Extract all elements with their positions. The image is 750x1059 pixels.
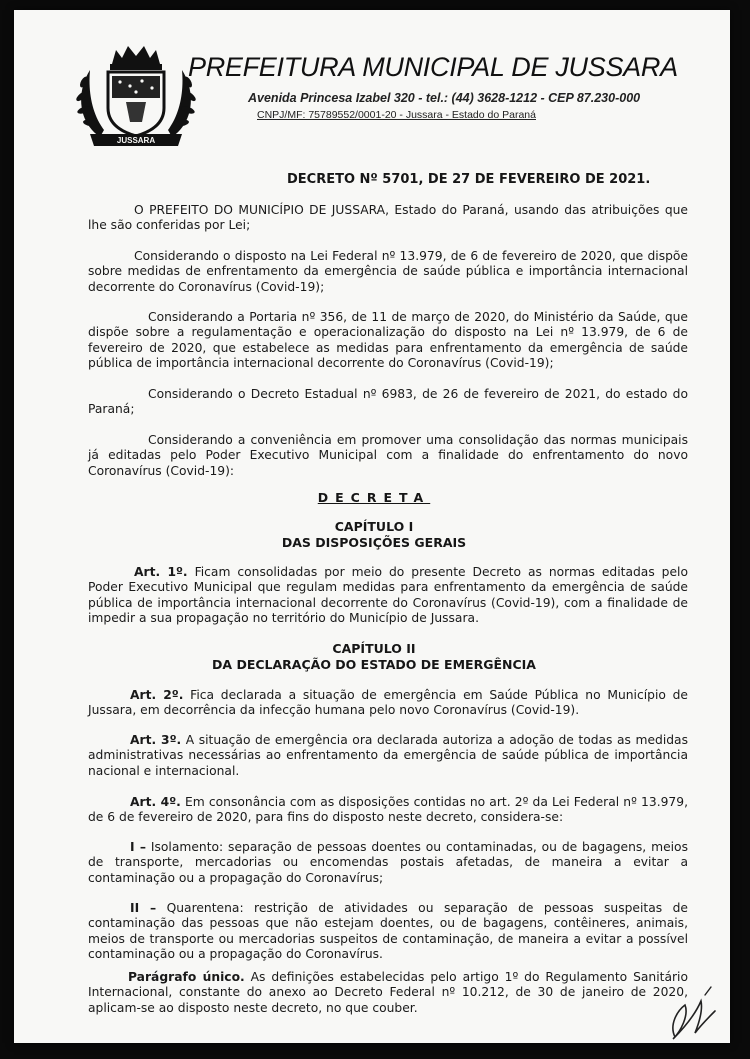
article-2-text: Fica declarada a situação de emergência em Saúde Pública no Município de Jussara, em decorrência da infecção humana pelo novo Coronavírus (Covid-19). <box>88 688 688 718</box>
municipal-crest-icon <box>70 42 202 150</box>
considering-paragraph-1: Considerando o disposto na Lei Federal nº 13.979, de 6 de fevereiro de 2020, que dispõe sobre medidas de enfrentamento da emergência de saúde pública e importância internacional decorrente do Coronavírus (Covid-19); <box>88 249 688 294</box>
considering-paragraph-2: Considerando a Portaria nº 356, de 11 de março de 2020, do Ministério da Saúde, que dispõe sobre a regulamentação e operacionalização do disposto na Lei nº 13.979, de 6 de fevereiro de 2020, que estabelece as medidas para enfrentamento da emergência de saúde pública de importância internacional decorrente do Coronavírus (Covid-19); <box>88 310 688 371</box>
article-3-label: Art. 3º. <box>130 733 182 747</box>
item-ii-label: II – <box>130 901 157 915</box>
chapter-2-subtitle: DA DECLARAÇÃO DO ESTADO DE EMERGÊNCIA <box>212 657 536 672</box>
chapter-2-title: CAPÍTULO II <box>332 641 416 656</box>
letterhead-title: PREFEITURA MUNICIPAL DE JUSSARA <box>188 52 678 82</box>
considering-paragraph-3: Considerando o Decreto Estadual nº 6983, de 26 de fevereiro de 2021, do estado do Paraná; <box>88 387 688 417</box>
crest-ribbon-text: JUSSARA <box>116 136 156 145</box>
item-i-text: Isolamento: separação de pessoas doentes ou contaminadas, ou de bagagens, meios de transporte, mercadorias ou encomendas postais afetadas, de maneira a evitar a contaminação ou a propagação do Coronavírus; <box>88 840 688 885</box>
article-1 <box>88 565 688 627</box>
decreta-heading: DECRETA <box>317 490 431 505</box>
article-4 <box>88 795 688 826</box>
item-i-label: I – <box>130 840 146 854</box>
article-1-text: Ficam consolidadas por meio do presente Decreto as normas editadas pelo Poder Executivo Municipal que regulam medidas para enfrentamento da emergência de saúde pública de importância internacional decorrente do Coronavírus (Covid-19), com a finalidade de impedir a sua propagação no território do Município de Jussara. <box>88 565 688 626</box>
letterhead-cnpj: CNPJ/MF: 75789552/0001-20 - Jussara - Estado do Paraná <box>257 109 536 121</box>
sole-paragraph <box>88 970 688 1016</box>
item-ii-text: Quarentena: restrição de atividades ou separação de pessoas suspeitas de contaminação das pessoas que não estejam doentes, ou de bagagens, contêineres, animais, meios de transporte ou mercadorias suspeitos de contaminação, de maneira a evitar a possível contaminação ou a propagação do Coronavírus. <box>88 901 688 962</box>
article-2-label: Art. 2º. <box>130 688 184 702</box>
chapter-1-title: CAPÍTULO I <box>334 519 414 534</box>
decree-title: DECRETO Nº 5701, DE 27 DE FEVEREIRO DE 2021. <box>287 172 651 187</box>
article-4-text: Em consonância com as disposições contidas no art. 2º da Lei Federal nº 13.979, de 6 de fevereiro de 2020, para fins do disposto neste decreto, considera-se: <box>88 795 688 825</box>
article-4-label: Art. 4º. <box>130 795 181 809</box>
sole-paragraph-label: Parágrafo único. <box>128 970 245 984</box>
letterhead-address: Avenida Princesa Izabel 320 - tel.: (44) 3628-1212 - CEP 87.230-000 <box>248 91 641 105</box>
considering-paragraph-4: Considerando a conveniência em promover uma consolidação das normas municipais já editadas pelo Poder Executivo Municipal com a finalidade do enfrentamento do novo Coronavírus (Covid-19): <box>88 433 688 478</box>
sole-paragraph-text: As definições estabelecidas pelo artigo 1º do Regulamento Sanitário Internacional, constante do anexo ao Decreto Federal nº 10.212, de 30 de janeiro de 2020, aplicam-se ao disposto neste decreto, no que couber. <box>88 970 688 1015</box>
item-i <box>88 840 688 886</box>
signature-initials-icon <box>655 975 730 1045</box>
article-3-text: A situação de emergência ora declarada autoriza a adoção de todas as medidas administrativas necessárias ao enfrentamento da emergência de saúde pública de importância nacional e internacional. <box>88 733 688 778</box>
item-ii <box>88 901 688 963</box>
article-1-label: Art. 1º. <box>134 565 188 579</box>
chapter-1-subtitle: DAS DISPOSIÇÕES GERAIS <box>281 535 467 550</box>
article-3 <box>88 733 688 779</box>
article-2 <box>88 688 688 719</box>
preamble-paragraph: O PREFEITO DO MUNICÍPIO DE JUSSARA, Estado do Paraná, usando das atribuições que lhe são conferidas por Lei; <box>88 203 688 233</box>
